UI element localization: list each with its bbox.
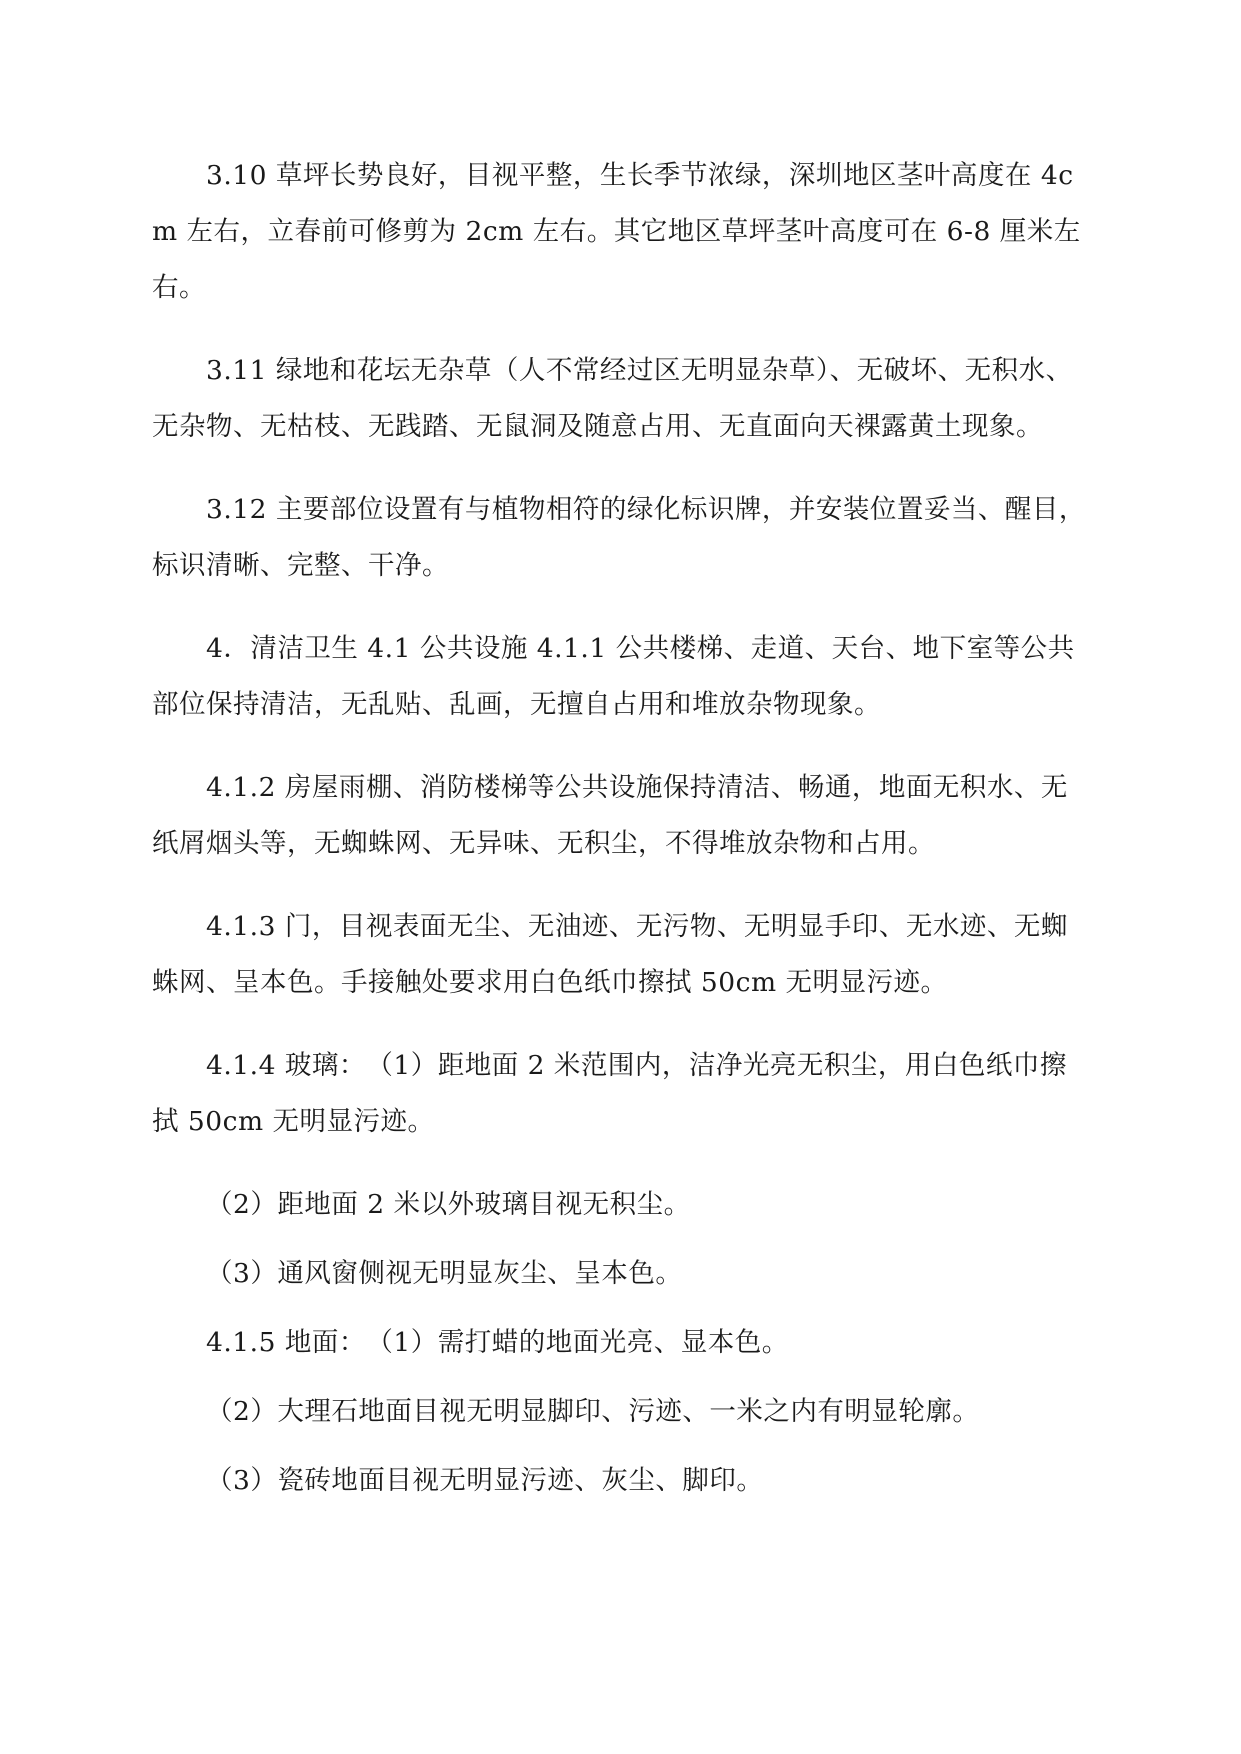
paragraph-4-1-4-glass: 4.1.4 玻璃： （1）距地面 2 米范围内，洁净光亮无积尘，用白色纸巾擦拭 50cm 无明显污迹。 <box>152 1050 1067 1137</box>
document-body <box>152 148 1092 1522</box>
paragraph-4-1-1-public-areas: 4．清洁卫生 4.1 公共设施 4.1.1 公共楼梯、走道、天台、地下室等公共部位保持清洁，无乱贴、乱画，无擅自占用和堆放杂物现象。 <box>152 633 1075 720</box>
paragraph-floor-item-3: （3）瓷砖地面目视无明显污迹、灰尘、脚印。 <box>206 1465 764 1496</box>
paragraph-3-12-signage: 3.12 主要部位设置有与植物相符的绿化标识牌，并安装位置妥当、醒目，标识清晰、完整、干净。 <box>152 494 1086 581</box>
paragraph-3-10-lawn: 3.10 草坪长势良好，目视平整，生长季节浓绿，深圳地区茎叶高度在 4cm 左右，立春前可修剪为 2cm 左右。其它地区草坪茎叶高度可在 6-8 厘米左右。 <box>152 160 1081 303</box>
paragraph-glass-item-3: （3）通风窗侧视无明显灰尘、呈本色。 <box>206 1258 683 1289</box>
paragraph-glass-item-2: （2）距地面 2 米以外玻璃目视无积尘。 <box>206 1189 691 1220</box>
paragraph-4-1-5-floor: 4.1.5 地面： （1）需打蜡的地面光亮、显本色。 <box>206 1327 789 1358</box>
paragraph-4-1-3-doors: 4.1.3 门，目视表面无尘、无油迹、无污物、无明显手印、无水迹、无蜘蛛网、呈本色。手接触处要求用白色纸巾擦拭 50cm 无明显污迹。 <box>152 911 1068 998</box>
paragraph-floor-item-2: （2）大理石地面目视无明显脚印、污迹、一米之内有明显轮廓。 <box>206 1396 980 1427</box>
paragraph-4-1-2-canopy-stairs: 4.1.2 房屋雨棚、消防楼梯等公共设施保持清洁、畅通，地面无积水、无纸屑烟头等，无蜘蛛网、无异味、无积尘，不得堆放杂物和占用。 <box>152 772 1068 859</box>
paragraph-3-11-greenland: 3.11 绿地和花坛无杂草（人不常经过区无明显杂草）、无破坏、无积水、无杂物、无枯枝、无践踏、无鼠洞及随意占用、无直面向天裸露黄土现象。 <box>152 355 1073 442</box>
